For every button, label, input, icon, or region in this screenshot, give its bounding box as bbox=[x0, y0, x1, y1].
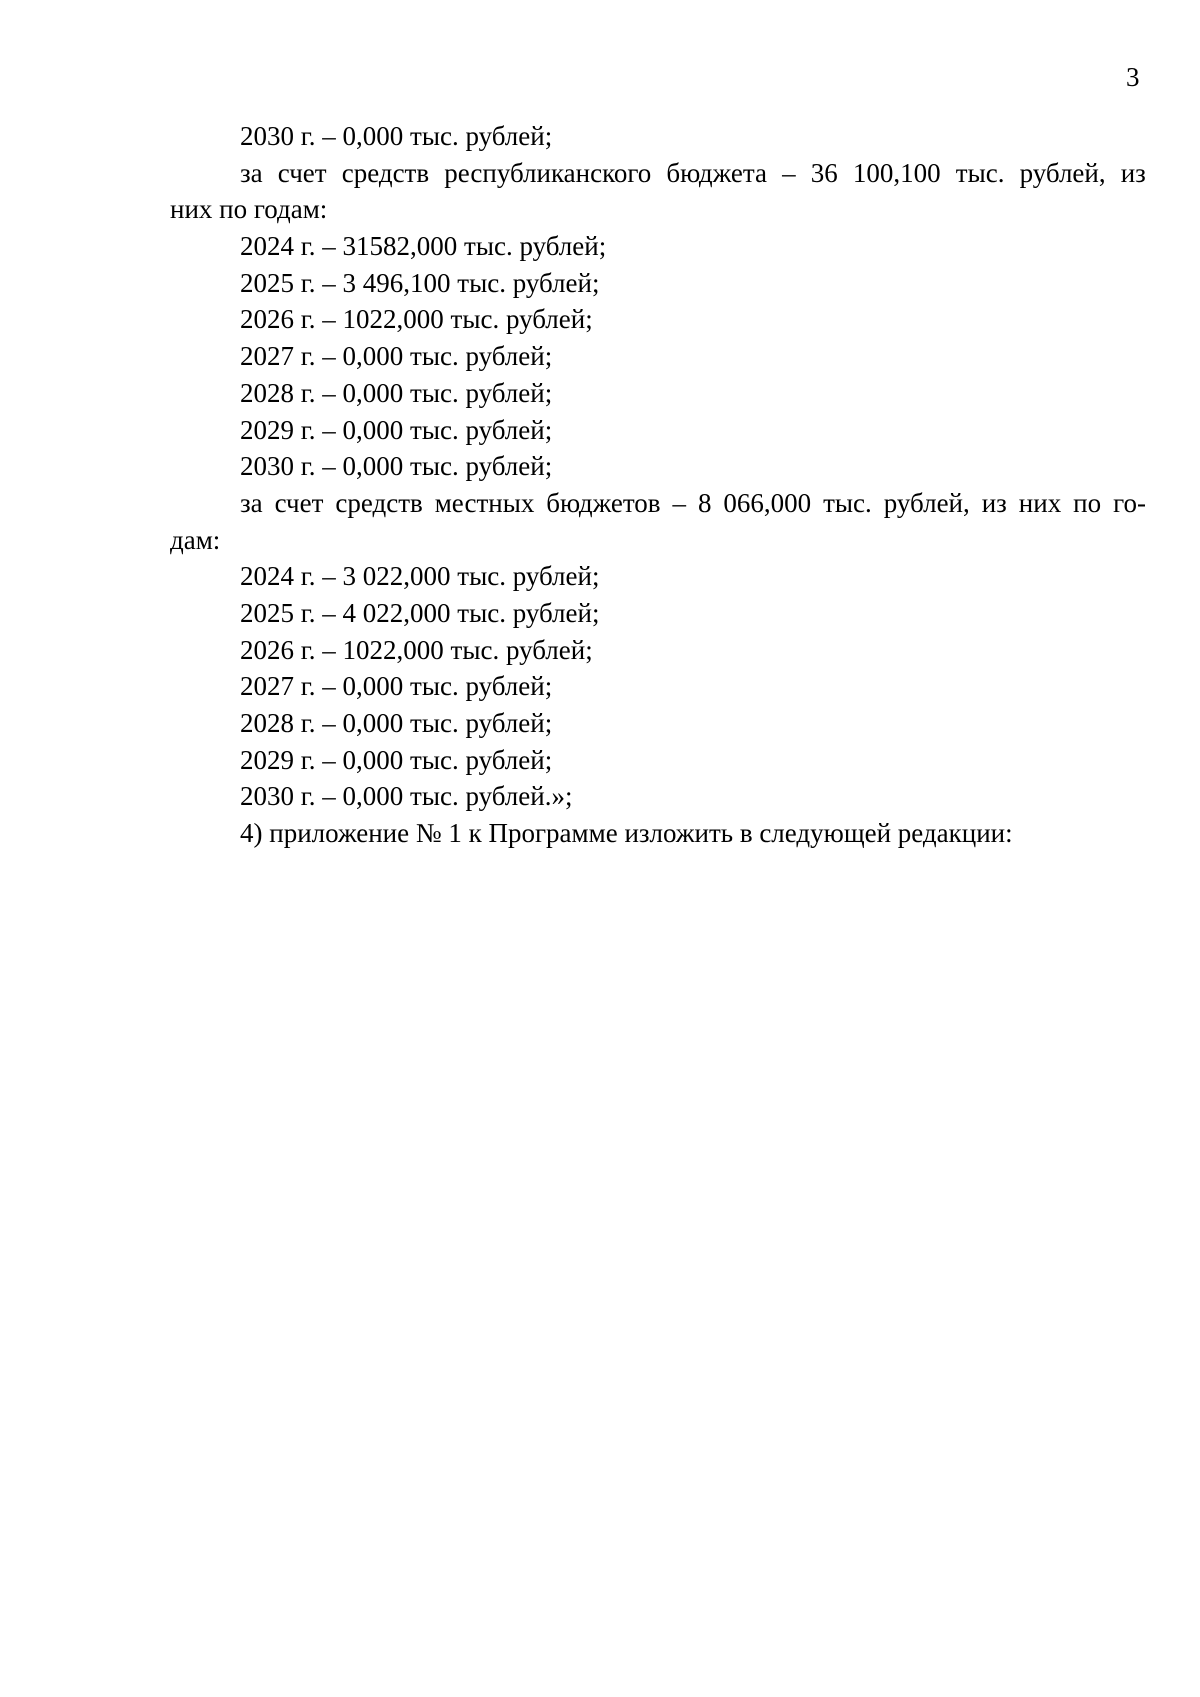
page-number: 3 bbox=[1126, 62, 1140, 92]
budget-year-line: 2027 г. – 0,000 тыс. рублей; bbox=[240, 341, 553, 372]
budget-year-line: 2024 г. – 3 022,000 тыс. рублей; bbox=[240, 561, 600, 592]
word: счет bbox=[274, 487, 324, 518]
word: рублей, bbox=[883, 487, 970, 518]
budget-year-line: 2028 г. – 0,000 тыс. рублей; bbox=[240, 377, 553, 408]
word: за bbox=[240, 157, 263, 188]
word: них bbox=[1018, 487, 1062, 518]
word: 100,100 bbox=[852, 157, 941, 188]
budget-year-line: 2030 г. – 0,000 тыс. рублей; bbox=[240, 121, 553, 151]
word: 8 bbox=[697, 487, 712, 518]
budget-year-line: 2025 г. – 4 022,000 тыс. рублей; bbox=[240, 597, 600, 628]
word: средств bbox=[341, 157, 430, 188]
word: счет bbox=[277, 157, 327, 188]
paragraph-continuation-line: дам: bbox=[170, 524, 221, 555]
word: рублей, bbox=[1019, 157, 1106, 188]
word: средств bbox=[335, 487, 423, 518]
budget-year-line: 2028 г. – 0,000 тыс. рублей; bbox=[240, 708, 553, 738]
word: по bbox=[1073, 487, 1102, 518]
word: за bbox=[240, 487, 263, 518]
word: бюджета bbox=[666, 157, 768, 188]
word: местных bbox=[434, 487, 535, 518]
budget-year-line: 2026 г. – 1022,000 тыс. рублей; bbox=[240, 304, 593, 335]
budget-year-line: 2030 г. – 0,000 тыс. рублей.»; bbox=[240, 781, 573, 812]
document-body bbox=[170, 118, 1146, 852]
local-budget-paragraph-line bbox=[170, 485, 1146, 522]
amendment-item-4: 4) приложение № 1 к Программе изложить в следующей редакции: bbox=[240, 818, 1013, 849]
word: го- bbox=[1113, 487, 1146, 518]
word: – bbox=[782, 157, 796, 188]
word: тыс. bbox=[823, 487, 872, 518]
word: 066,000 bbox=[723, 487, 812, 518]
paragraph-continuation-line: них по годам: bbox=[170, 194, 328, 225]
word: республиканского bbox=[444, 157, 652, 188]
word: из bbox=[1120, 157, 1146, 188]
budget-year-line: 2030 г. – 0,000 тыс. рублей; bbox=[240, 451, 553, 482]
word: 36 bbox=[810, 157, 838, 188]
word: из bbox=[981, 487, 1007, 518]
budget-year-line: 2029 г. – 0,000 тыс. рублей; bbox=[240, 744, 553, 775]
budget-year-line: 2029 г. – 0,000 тыс. рублей; bbox=[240, 414, 553, 445]
budget-year-line: 2026 г. – 1022,000 тыс. рублей; bbox=[240, 634, 593, 665]
word: бюджетов bbox=[546, 487, 661, 518]
budget-year-line: 2027 г. – 0,000 тыс. рублей; bbox=[240, 671, 553, 702]
budget-year-line: 2024 г. – 31582,000 тыс. рублей; bbox=[240, 231, 607, 262]
republican-budget-paragraph-line bbox=[170, 155, 1146, 192]
word: тыс. bbox=[955, 157, 1005, 188]
budget-year-line: 2025 г. – 3 496,100 тыс. рублей; bbox=[240, 267, 600, 298]
word: – bbox=[672, 487, 686, 518]
